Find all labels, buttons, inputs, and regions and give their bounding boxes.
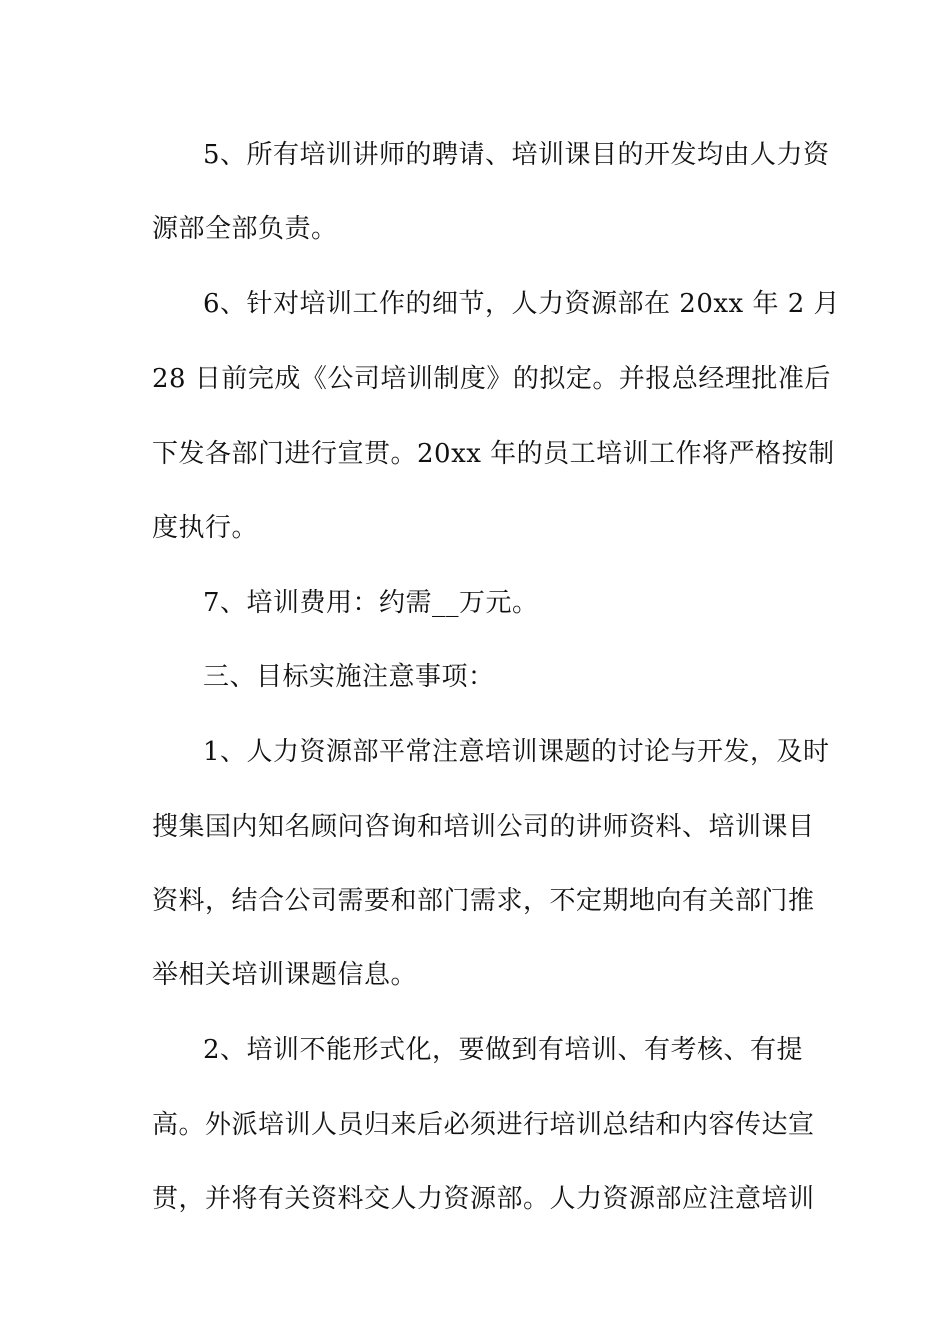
- item-1-line-4: 举相关培训课题信息。: [152, 960, 418, 990]
- section-heading-3: 三、目标实施注意事项：: [203, 662, 495, 692]
- paragraph-6-line-4: 度执行。: [152, 513, 259, 543]
- item-1-line-3: 资料，结合公司需要和部门需求，不定期地向有关部门推: [152, 886, 815, 916]
- paragraph-6-line-3: 下发各部门进行宣贯。20xx 年的员工培训工作将严格按制: [152, 439, 835, 469]
- item-1-line-2: 搜集国内知名顾问咨询和培训公司的讲师资料、培训课目: [152, 812, 815, 842]
- paragraph-7-line-1: 7、培训费用：约需__万元。: [203, 588, 539, 618]
- paragraph-5-line-1: 5、所有培训讲师的聘请、培训课目的开发均由人力资: [203, 140, 830, 170]
- item-1-line-1: 1、人力资源部平常注意培训课题的讨论与开发，及时: [203, 737, 830, 767]
- item-2-line-1: 2、培训不能形式化，要做到有培训、有考核、有提: [203, 1035, 804, 1065]
- item-2-line-3: 贯，并将有关资料交人力资源部。人力资源部应注意培训: [152, 1184, 815, 1214]
- paragraph-6-line-2: 28 日前完成《公司培训制度》的拟定。并报总经理批准后: [152, 364, 831, 394]
- paragraph-5-line-2: 源部全部负责。: [152, 214, 338, 244]
- paragraph-6-line-1: 6、针对培训工作的细节，人力资源部在 20xx 年 2 月: [203, 289, 841, 319]
- item-2-line-2: 高。外派培训人员归来后必须进行培训总结和内容传达宣: [152, 1110, 815, 1140]
